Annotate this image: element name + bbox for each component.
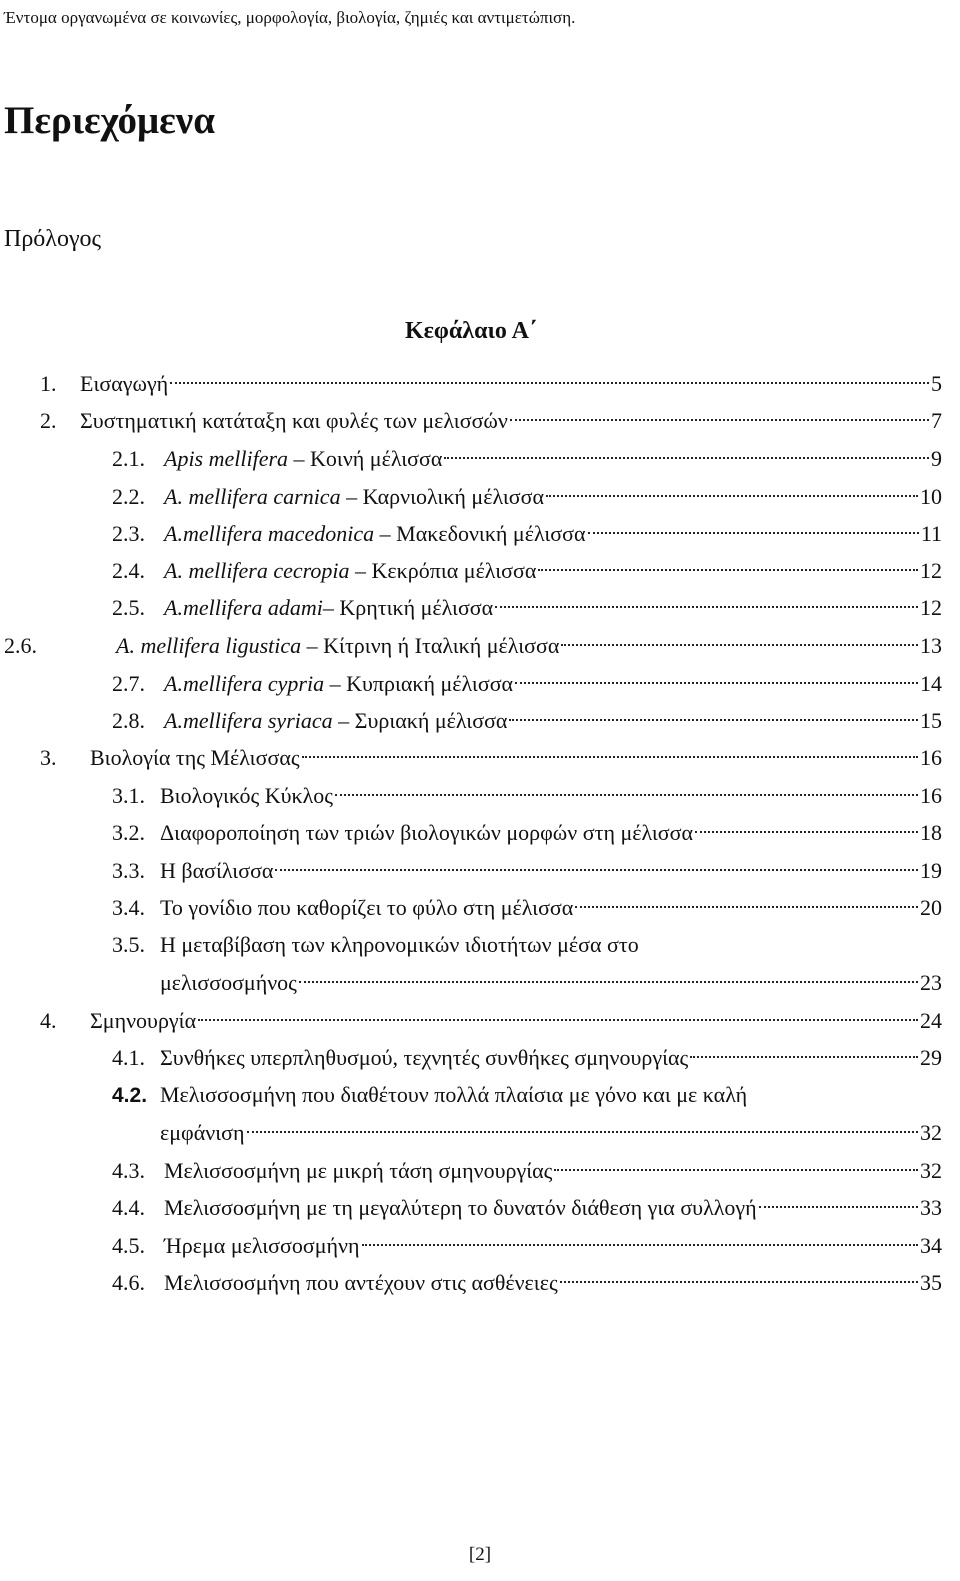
toc-leader — [759, 1185, 918, 1215]
toc-leader — [749, 1072, 940, 1102]
toc-entry-title: Εισαγωγή — [80, 371, 169, 396]
common-name: – Κεκρόπια μέλισσα — [349, 558, 537, 583]
toc-page-number: 32 — [920, 1158, 942, 1183]
toc-page-number: 16 — [920, 783, 942, 808]
toc-entry[interactable] — [112, 1035, 942, 1070]
toc-leader — [538, 548, 918, 578]
page-number: [2] — [468, 1544, 492, 1565]
species-name: A. mellifera cecropia — [164, 558, 350, 583]
toc-page-number: 33 — [920, 1195, 942, 1220]
toc-page-number: 32 — [920, 1120, 942, 1145]
toc-entry-title: Μελισσοσμήνη που διαθέτουν πολλά πλαίσια με γόνο και με καλή — [160, 1082, 748, 1107]
species-name: A.mellifera adami — [164, 595, 323, 620]
species-name: Apis mellifera — [164, 446, 289, 471]
toc-entry[interactable] — [40, 398, 942, 433]
toc-page-number: 35 — [920, 1270, 942, 1295]
toc-leader — [561, 623, 918, 653]
toc-entry-title: μελισσοσμήνος — [160, 970, 297, 995]
toc-entry[interactable] — [40, 735, 942, 770]
toc-leader — [560, 1260, 918, 1290]
toc-page-number: 14 — [920, 671, 942, 696]
toc-leader — [198, 998, 918, 1028]
toc-leader — [690, 1035, 918, 1065]
toc-entry-number: 3.3. — [112, 858, 145, 883]
toc-page-number: 7 — [931, 408, 942, 433]
toc-entry[interactable] — [112, 698, 942, 733]
toc-entry-number: 2.5. — [112, 595, 145, 620]
toc-entry-title — [116, 631, 559, 661]
toc-entry-number: 4.4. — [112, 1195, 145, 1220]
toc-page-number: 11 — [920, 521, 942, 546]
toc-leader — [302, 735, 918, 765]
toc-entry[interactable] — [40, 361, 942, 396]
toc-page-number: 20 — [920, 895, 942, 920]
toc-entry-title: Μελισσοσμήνη με τη μεγαλύτερη το δυνατόν διάθεση για συλλογή — [164, 1195, 757, 1220]
toc-leader — [275, 848, 918, 878]
toc-entry-title: Βιολογία της Μέλισσας — [90, 745, 300, 770]
toc-entry-title — [164, 669, 513, 699]
species-name: A.mellifera syriaca — [164, 708, 333, 733]
toc-leader — [641, 922, 940, 952]
common-name: – Κρητική μέλισσα — [322, 595, 494, 620]
toc-page-number: 12 — [920, 558, 942, 583]
common-name: – Συριακή μέλισσα — [332, 708, 508, 733]
toc-page-number: 18 — [920, 820, 942, 845]
toc-entry[interactable] — [112, 585, 942, 620]
toc-entry[interactable] — [160, 1110, 942, 1145]
toc-entry[interactable] — [112, 885, 942, 920]
toc-entry-title: εμφάνιση — [160, 1120, 245, 1145]
toc-entry-title: Η βασίλισσα — [160, 858, 274, 883]
species-name: A.mellifera macedonica — [164, 521, 375, 546]
toc-entry-title: Το γονίδιο που καθορίζει το φύλο στη μέλισσα — [160, 895, 574, 920]
toc-page-number: 34 — [920, 1233, 942, 1258]
toc-leader — [546, 474, 918, 504]
toc-entry-title — [164, 706, 507, 736]
toc-leader — [575, 885, 918, 915]
toc-entry-title: Ήρεμα μελισσοσμήνη — [164, 1233, 360, 1258]
toc-entry-number: 4.1. — [112, 1045, 145, 1070]
toc-leader — [695, 810, 918, 840]
toc-leader — [510, 398, 929, 428]
toc-entry[interactable] — [112, 661, 942, 696]
toc-entry-number: 4.3. — [112, 1158, 145, 1183]
toc-entry-number: 3. — [40, 745, 57, 770]
common-name: – Μακεδονική μέλισσα — [374, 521, 586, 546]
toc-page-number: 19 — [920, 858, 942, 883]
toc-entry-number: 2.1. — [112, 446, 145, 471]
toc-page-number: 24 — [920, 1008, 942, 1033]
toc-entry-number: 4. — [40, 1008, 57, 1033]
page-title: Περιεχόμενα — [4, 99, 215, 142]
toc-leader — [362, 1223, 919, 1253]
toc-leader — [299, 960, 918, 990]
toc-entry-title: Μελισσοσμήνη που αντέχουν στις ασθένειες — [164, 1270, 558, 1295]
toc-entry[interactable] — [112, 1260, 942, 1295]
toc-entry[interactable] — [112, 511, 942, 546]
toc-entry-title: Μελισσοσμήνη με μικρή τάση σμηνουργίας — [164, 1158, 553, 1183]
toc-entry-number: 3.5. — [112, 932, 145, 957]
toc-page-number: 16 — [920, 745, 942, 770]
toc-entry-title — [164, 593, 493, 623]
running-header: Έντομα οργανωμένα σε κοινωνίες, μορφολογία, βιολογία, ζημιές και αντιμετώπιση. — [4, 8, 576, 27]
toc-entry-title: Η μεταβίβαση των κληρονομικών ιδιοτήτων μέσα στο — [160, 932, 639, 957]
toc-leader — [247, 1110, 919, 1140]
toc-entry-number: 2.6. — [4, 633, 37, 658]
toc-entry-number: 4.5. — [112, 1233, 145, 1258]
toc-entry-title — [164, 556, 536, 586]
toc-entry[interactable] — [112, 548, 942, 583]
toc-entry-number: 3.1. — [112, 783, 145, 808]
toc-entry[interactable] — [112, 848, 942, 883]
toc-entry[interactable] — [112, 1072, 942, 1107]
toc-entry-title — [164, 444, 442, 474]
toc-page-number: 13 — [920, 633, 942, 658]
toc-leader — [509, 698, 918, 728]
toc-entry[interactable] — [112, 1185, 942, 1220]
toc-entry-title: Βιολογικός Κύκλος — [160, 783, 333, 808]
toc-entry-title — [164, 519, 586, 549]
toc-entry-number: 4.6. — [112, 1270, 145, 1295]
toc-leader — [335, 773, 918, 803]
toc-entry-number: 1. — [40, 371, 57, 396]
toc-page-number: 29 — [920, 1045, 942, 1070]
toc-entry-title: Διαφοροποίηση των τριών βιολογικών μορφών στη μέλισσα — [160, 820, 694, 845]
toc-page-number: 12 — [920, 595, 942, 620]
toc-entry-number: 2.8. — [112, 708, 145, 733]
toc-page-number: 5 — [931, 371, 942, 396]
toc-page-number: 9 — [931, 446, 942, 471]
common-name: – Κυπριακή μέλισσα — [324, 671, 514, 696]
toc-entry-number: 2.4. — [112, 558, 145, 583]
toc-leader — [515, 661, 918, 691]
common-name: – Καρνιολική μέλισσα — [340, 484, 545, 509]
toc-entry[interactable] — [112, 922, 942, 957]
toc-entry-number: 3.2. — [112, 820, 145, 845]
toc-page-number: 10 — [920, 484, 942, 509]
toc-entry-title: Συνθήκες υπερπληθυσμού, τεχνητές συνθήκες σμηνουργίας — [160, 1045, 689, 1070]
species-name: A. mellifera ligustica — [116, 633, 302, 658]
chapter-heading: Κεφάλαιο Α΄ — [405, 318, 537, 344]
toc-leader — [495, 585, 918, 615]
toc-entry[interactable] — [112, 1223, 942, 1258]
toc-page-number: 15 — [920, 708, 942, 733]
toc-page-number: 23 — [920, 970, 942, 995]
toc-leader — [444, 436, 929, 466]
toc-entry-number: 2.2. — [112, 484, 145, 509]
toc-entry-number: 4.2. — [112, 1084, 148, 1107]
toc-leader — [588, 511, 919, 541]
species-name: A. mellifera carnica — [164, 484, 341, 509]
toc-entry[interactable] — [4, 623, 942, 658]
toc-entry-number: 2.3. — [112, 521, 145, 546]
common-name: – Κοινή μέλισσα — [288, 446, 443, 471]
toc-entry-number: 2. — [40, 408, 57, 433]
toc-leader — [170, 361, 929, 391]
toc-leader — [554, 1148, 918, 1178]
common-name: – Κίτρινη ή Ιταλική μέλισσα — [301, 633, 560, 658]
toc-entry[interactable] — [112, 1148, 942, 1183]
species-name: A.mellifera cypria — [164, 671, 325, 696]
toc-entry[interactable] — [40, 998, 942, 1033]
toc-entry-title: Συστηματική κατάταξη και φυλές των μελισσών — [80, 408, 508, 433]
toc-entry-number: 3.4. — [112, 895, 145, 920]
toc-entry[interactable] — [112, 436, 942, 471]
toc-entry[interactable] — [160, 960, 942, 995]
toc-entry[interactable] — [112, 810, 942, 845]
toc-entry[interactable] — [112, 773, 942, 808]
toc-entry-title: Σμηνουργία — [90, 1008, 197, 1033]
toc-entry-number: 2.7. — [112, 671, 145, 696]
toc-entry[interactable] — [112, 474, 942, 509]
toc-entry-title — [164, 482, 544, 512]
prologue-heading: Πρόλογος — [4, 226, 102, 252]
